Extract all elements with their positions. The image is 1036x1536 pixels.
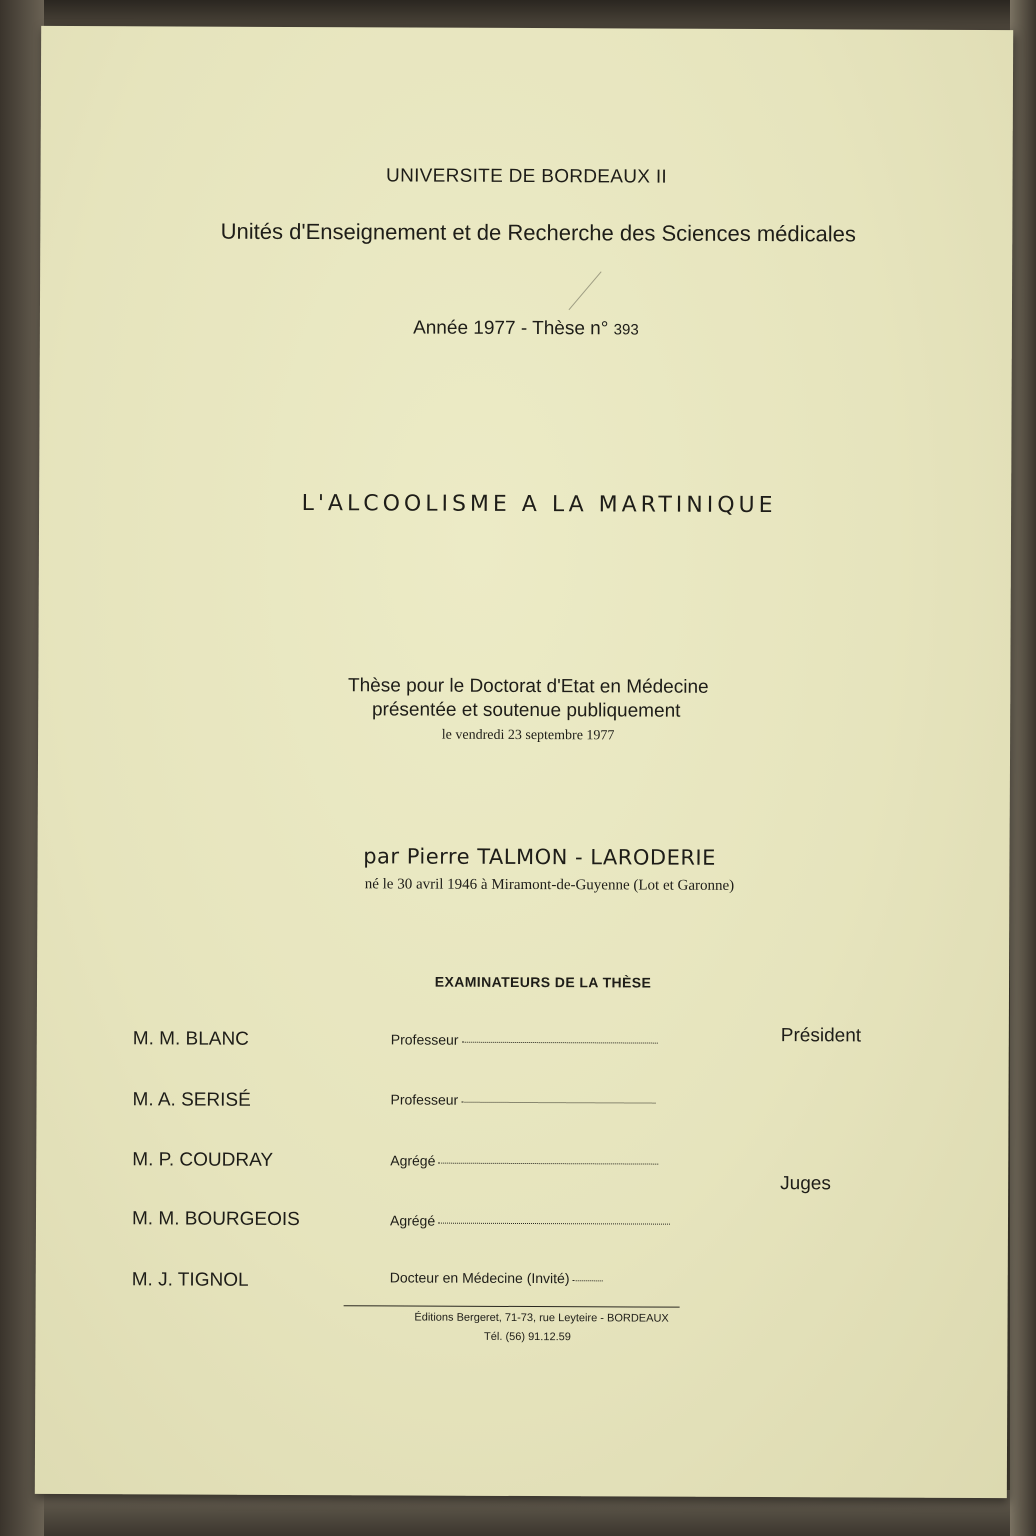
presentation-line: présentée et soutenue publiquement (371, 699, 681, 722)
publisher-rule (344, 1305, 680, 1307)
examiner-title-text: Agrégé (390, 1152, 436, 1169)
examiner-name: M. A. SERISÉ (132, 1089, 251, 1111)
dotted-leader (438, 1162, 658, 1165)
thesis-cover (35, 26, 1013, 1498)
year-label: Année 1977 - Thèse n° (413, 317, 609, 340)
examiner-title (391, 1031, 658, 1048)
examiner-name: M. P. COUDRAY (132, 1149, 274, 1171)
examiner-title-text: Professeur (390, 1031, 459, 1048)
author-line: par Pierre TALMON - LARODERIE (363, 844, 716, 870)
university-name: UNIVERSITE DE BORDEAUX II (386, 165, 668, 188)
dotted-leader (573, 1279, 603, 1281)
birth-line: né le 30 avril 1946 à Miramont-de-Guyenne (Lot et Garonne) (364, 876, 735, 894)
thesis-title: L'ALCOOLISME A LA MARTINIQUE (301, 491, 777, 519)
ufr-name: Unités d'Enseignement et de Recherche des Sciences médicales (220, 218, 856, 247)
examiner-title-text: Professeur (390, 1091, 459, 1108)
publisher-phone: Tél. (56) 91.12.59 (484, 1330, 571, 1344)
examiner-title (390, 1152, 658, 1169)
examiner-title (390, 1212, 670, 1229)
publisher-address: Éditions Bergeret, 71-73, rue Leyteire - BORDEAUX (414, 1311, 669, 1325)
examiner-name: M. M. BLANC (132, 1028, 249, 1050)
doctorate-line: Thèse pour le Doctorat d'Etat en Médecine (347, 675, 709, 698)
dotted-leader (461, 1041, 657, 1044)
dotted-leader (461, 1101, 655, 1104)
defense-date: le vendredi 23 septembre 1977 (441, 727, 615, 744)
pen-mark (569, 271, 602, 310)
president-label: Président (780, 1025, 862, 1047)
juges-label: Juges (780, 1173, 831, 1195)
examiner-title-text: Agrégé (389, 1212, 436, 1229)
thesis-number: 393 (613, 321, 639, 339)
examiner-name: M. J. TIGNOL (131, 1269, 249, 1291)
examiner-title (390, 1091, 655, 1108)
examiner-name: M. M. BOURGEOIS (131, 1208, 300, 1231)
examiner-title-text: Docteur en Médecine (Invité) (389, 1269, 570, 1287)
year-thesis-number (40, 316, 1012, 342)
examiner-title (390, 1269, 603, 1286)
dotted-leader (438, 1222, 670, 1225)
examiners-heading: EXAMINATEURS DE LA THÈSE (434, 973, 652, 991)
